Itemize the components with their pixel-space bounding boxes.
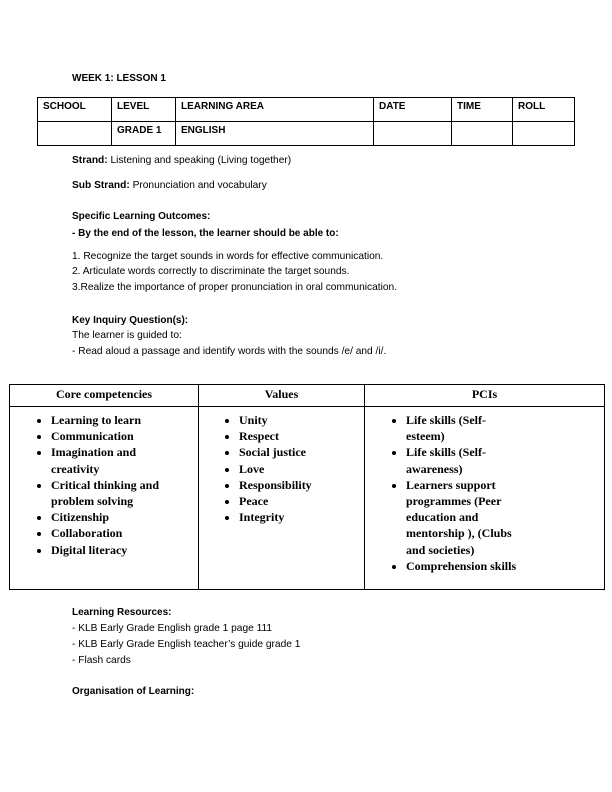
col-date: DATE [374,98,452,122]
sub-strand-label: Sub Strand: [72,180,130,191]
inquiry-heading: Key Inquiry Question(s): [72,315,189,326]
list-item: • Comprehension skills [406,558,516,574]
list-item: • Love [239,461,364,477]
lesson-header-table [37,97,575,146]
competencies-body-row [10,407,605,590]
col-time: TIME [452,98,513,122]
list-item: • Learning to learn [51,412,173,428]
cell-school [38,122,112,146]
strand-value: Listening and speaking (Living together) [107,155,292,166]
list-item: • Peace [239,493,364,509]
lesson-title: WEEK 1: LESSON 1 [72,73,166,84]
values-cell [199,407,365,590]
cell-time [452,122,513,146]
list-item: • Social justice [239,444,364,460]
list-item: • Digital literacy [51,542,173,558]
list-item: • Collaboration [51,525,173,541]
values-list [199,412,364,525]
list-item: • Citizenship [51,509,173,525]
resources-heading: Learning Resources: [72,607,172,618]
outcome-item: 2. Articulate words correctly to discriminate the target sounds. [72,266,350,277]
strand-label: Strand: [72,155,108,166]
list-item: • Responsibility [239,477,364,493]
header-table-head-row [38,98,575,122]
list-item: • Integrity [239,509,364,525]
col-learning-area: LEARNING AREA [176,98,374,122]
outcome-item: 1. Recognize the target sounds in words for effective communication. [72,251,384,262]
outcomes-heading: Specific Learning Outcomes: [72,211,211,222]
sub-strand-value: Pronunciation and vocabulary [129,180,267,191]
list-item: • Unity [239,412,364,428]
cell-date [374,122,452,146]
values-header: Values [199,385,365,407]
pcis-header: PCIs [365,385,605,407]
resource-item: - KLB Early Grade English grade 1 page 111 [72,623,273,634]
core-competencies-cell [10,407,199,590]
list-item: • Imagination and creativity [51,444,173,476]
col-school: SCHOOL [38,98,112,122]
col-roll: ROLL [513,98,575,122]
list-item: • Life skills (Self-awareness) [406,444,516,476]
competencies-head-row [10,385,605,407]
competencies-table [9,384,605,590]
list-item: • Communication [51,428,173,444]
core-competencies-list [10,412,173,558]
outcomes-intro: - By the end of the lesson, the learner should be able to: [72,228,339,239]
core-competencies-header: Core competencies [10,385,199,407]
inquiry-line: The learner is guided to: [72,330,182,341]
list-item: • Life skills (Self-esteem) [406,412,516,444]
pcis-cell [365,407,605,590]
strand-line [72,155,291,166]
header-table-value-row [38,122,575,146]
cell-roll [513,122,575,146]
sub-strand-line [72,180,267,191]
col-level: LEVEL [112,98,176,122]
organisation-heading: Organisation of Learning: [72,686,195,697]
list-item: • Critical thinking and problem solving [51,477,173,509]
cell-level: GRADE 1 [112,122,176,146]
resource-item: - Flash cards [72,655,131,666]
pcis-list [365,412,516,574]
cell-learning-area: ENGLISH [176,122,374,146]
outcome-item: 3.Realize the importance of proper pronunciation in oral communication. [72,282,398,293]
resource-item: - KLB Early Grade English teacher’s guide grade 1 [72,639,301,650]
list-item: • Respect [239,428,364,444]
inquiry-line: - Read aloud a passage and identify words with the sounds /e/ and /i/. [72,346,387,357]
list-item: • Learners support programmes (Peer education and mentorship ), (Clubs and societies) [406,477,516,558]
